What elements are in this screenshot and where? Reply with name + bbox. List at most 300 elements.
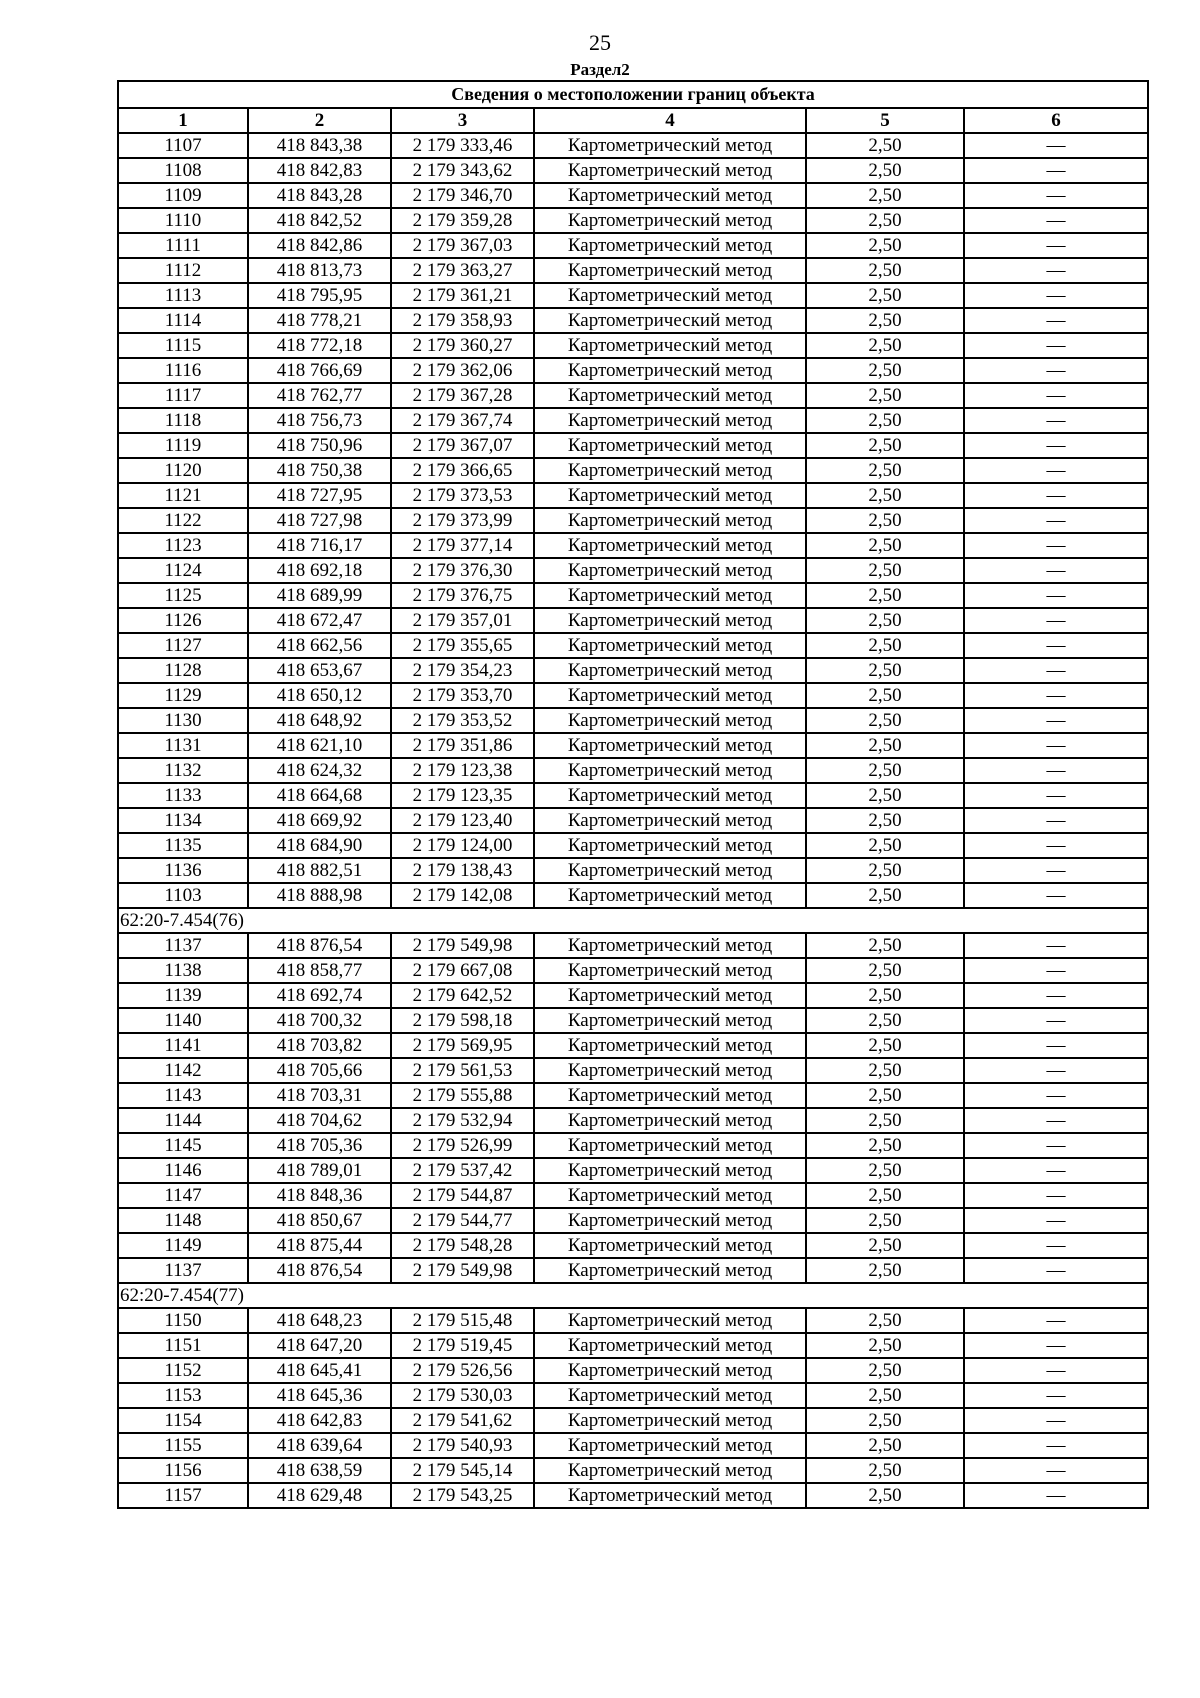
point-number-cell: 1121 [118,483,248,508]
x-coordinate-cell: 418 669,92 [248,808,391,833]
x-coordinate-cell: 418 795,95 [248,283,391,308]
accuracy-cell: 2,50 [806,733,964,758]
x-coordinate-cell: 418 703,82 [248,1033,391,1058]
x-coordinate-cell: 418 639,64 [248,1433,391,1458]
accuracy-cell: 2,50 [806,258,964,283]
method-cell: Картометрический метод [534,708,806,733]
point-number-cell: 1114 [118,308,248,333]
accuracy-cell: 2,50 [806,758,964,783]
accuracy-cell: 2,50 [806,233,964,258]
description-cell: — [964,308,1148,333]
method-cell: Картометрический метод [534,758,806,783]
x-coordinate-cell: 418 716,17 [248,533,391,558]
table-row [118,1208,1148,1233]
table-row [118,133,1148,158]
point-number-cell: 1154 [118,1408,248,1433]
table-row [118,1433,1148,1458]
method-cell: Картометрический метод [534,558,806,583]
table-row [118,1358,1148,1383]
table-row [118,633,1148,658]
description-cell: — [964,433,1148,458]
table-row [118,1308,1148,1333]
point-number-cell: 1141 [118,1033,248,1058]
accuracy-cell: 2,50 [806,1233,964,1258]
method-cell: Картометрический метод [534,408,806,433]
description-cell: — [964,508,1148,533]
table-row [118,233,1148,258]
point-number-cell: 1138 [118,958,248,983]
table-title: Сведения о местоположении границ объекта [118,81,1148,108]
x-coordinate-cell: 418 842,86 [248,233,391,258]
description-cell: — [964,1333,1148,1358]
y-coordinate-cell: 2 179 367,74 [391,408,534,433]
method-cell: Картометрический метод [534,208,806,233]
x-coordinate-cell: 418 727,95 [248,483,391,508]
x-coordinate-cell: 418 700,32 [248,1008,391,1033]
description-cell: — [964,883,1148,908]
method-cell: Картометрический метод [534,858,806,883]
point-number-cell: 1113 [118,283,248,308]
method-cell: Картометрический метод [534,158,806,183]
accuracy-cell: 2,50 [806,133,964,158]
x-coordinate-cell: 418 850,67 [248,1208,391,1233]
accuracy-cell: 2,50 [806,458,964,483]
method-cell: Картометрический метод [534,583,806,608]
x-coordinate-cell: 418 692,74 [248,983,391,1008]
table-row [118,1058,1148,1083]
point-number-cell: 1142 [118,1058,248,1083]
accuracy-cell: 2,50 [806,1433,964,1458]
y-coordinate-cell: 2 179 544,77 [391,1208,534,1233]
method-cell: Картометрический метод [534,833,806,858]
table-title-row [118,81,1148,108]
table-row [118,658,1148,683]
y-coordinate-cell: 2 179 351,86 [391,733,534,758]
table-row [118,608,1148,633]
description-cell: — [964,383,1148,408]
point-number-cell: 1157 [118,1483,248,1508]
column-header-1: 1 [118,108,248,133]
table-row [118,308,1148,333]
table-row [118,758,1148,783]
x-coordinate-cell: 418 888,98 [248,883,391,908]
group-label: 62:20-7.454(76) [118,908,1148,933]
method-cell: Картометрический метод [534,983,806,1008]
y-coordinate-cell: 2 179 376,75 [391,583,534,608]
description-cell: — [964,1383,1148,1408]
x-coordinate-cell: 418 778,21 [248,308,391,333]
accuracy-cell: 2,50 [806,383,964,408]
y-coordinate-cell: 2 179 366,65 [391,458,534,483]
method-cell: Картометрический метод [534,1358,806,1383]
group-label: 62:20-7.454(77) [118,1283,1148,1308]
point-number-cell: 1147 [118,1183,248,1208]
point-number-cell: 1111 [118,233,248,258]
point-number-cell: 1136 [118,858,248,883]
description-cell: — [964,733,1148,758]
point-number-cell: 1151 [118,1333,248,1358]
accuracy-cell: 2,50 [806,1408,964,1433]
x-coordinate-cell: 418 647,20 [248,1333,391,1358]
accuracy-cell: 2,50 [806,533,964,558]
point-number-cell: 1132 [118,758,248,783]
method-cell: Картометрический метод [534,133,806,158]
accuracy-cell: 2,50 [806,283,964,308]
description-cell: — [964,1483,1148,1508]
y-coordinate-cell: 2 179 138,43 [391,858,534,883]
point-number-cell: 1120 [118,458,248,483]
table-row [118,1383,1148,1408]
method-cell: Картометрический метод [534,1183,806,1208]
point-number-cell: 1127 [118,633,248,658]
method-cell: Картометрический метод [534,1233,806,1258]
table-row [118,408,1148,433]
point-number-cell: 1126 [118,608,248,633]
method-cell: Картометрический метод [534,1033,806,1058]
x-coordinate-cell: 418 750,96 [248,433,391,458]
accuracy-cell: 2,50 [806,1158,964,1183]
description-cell: — [964,683,1148,708]
point-number-cell: 1143 [118,1083,248,1108]
point-number-cell: 1144 [118,1108,248,1133]
y-coordinate-cell: 2 179 526,99 [391,1133,534,1158]
x-coordinate-cell: 418 648,92 [248,708,391,733]
table-row [118,1233,1148,1258]
column-header-5: 5 [806,108,964,133]
table-row [118,983,1148,1008]
table-row [118,458,1148,483]
description-cell: — [964,233,1148,258]
table-row [118,333,1148,358]
accuracy-cell: 2,50 [806,633,964,658]
point-number-cell: 1116 [118,358,248,383]
method-cell: Картометрический метод [534,1483,806,1508]
description-cell: — [964,758,1148,783]
method-cell: Картометрический метод [534,958,806,983]
method-cell: Картометрический метод [534,1058,806,1083]
point-number-cell: 1130 [118,708,248,733]
method-cell: Картометрический метод [534,658,806,683]
accuracy-cell: 2,50 [806,583,964,608]
point-number-cell: 1109 [118,183,248,208]
x-coordinate-cell: 418 692,18 [248,558,391,583]
table-row [118,858,1148,883]
method-cell: Картометрический метод [534,1108,806,1133]
y-coordinate-cell: 2 179 540,93 [391,1433,534,1458]
description-cell: — [964,783,1148,808]
point-number-cell: 1135 [118,833,248,858]
point-number-cell: 1155 [118,1433,248,1458]
x-coordinate-cell: 418 664,68 [248,783,391,808]
y-coordinate-cell: 2 179 555,88 [391,1083,534,1108]
page-number: 25 [589,30,611,55]
accuracy-cell: 2,50 [806,708,964,733]
accuracy-cell: 2,50 [806,1108,964,1133]
description-cell: — [964,458,1148,483]
x-coordinate-cell: 418 629,48 [248,1483,391,1508]
method-cell: Картометрический метод [534,733,806,758]
description-cell: — [964,133,1148,158]
method-cell: Картометрический метод [534,433,806,458]
method-cell: Картометрический метод [534,1308,806,1333]
y-coordinate-cell: 2 179 373,99 [391,508,534,533]
x-coordinate-cell: 418 684,90 [248,833,391,858]
table-row [118,258,1148,283]
x-coordinate-cell: 418 672,47 [248,608,391,633]
x-coordinate-cell: 418 703,31 [248,1083,391,1108]
accuracy-cell: 2,50 [806,833,964,858]
x-coordinate-cell: 418 842,52 [248,208,391,233]
method-cell: Картометрический метод [534,1008,806,1033]
accuracy-cell: 2,50 [806,1008,964,1033]
description-cell: — [964,1408,1148,1433]
description-cell: — [964,633,1148,658]
description-cell: — [964,333,1148,358]
x-coordinate-cell: 418 762,77 [248,383,391,408]
y-coordinate-cell: 2 179 598,18 [391,1008,534,1033]
accuracy-cell: 2,50 [806,558,964,583]
description-cell: — [964,933,1148,958]
accuracy-cell: 2,50 [806,1383,964,1408]
accuracy-cell: 2,50 [806,1083,964,1108]
table-row [118,1183,1148,1208]
accuracy-cell: 2,50 [806,1358,964,1383]
y-coordinate-cell: 2 179 367,07 [391,433,534,458]
x-coordinate-cell: 418 645,36 [248,1383,391,1408]
table-row [118,733,1148,758]
column-header-4: 4 [534,108,806,133]
accuracy-cell: 2,50 [806,1033,964,1058]
table-row [118,583,1148,608]
accuracy-cell: 2,50 [806,358,964,383]
method-cell: Картометрический метод [534,1433,806,1458]
y-coordinate-cell: 2 179 361,21 [391,283,534,308]
table-row [118,483,1148,508]
y-coordinate-cell: 2 179 333,46 [391,133,534,158]
point-number-cell: 1140 [118,1008,248,1033]
description-cell: — [964,1233,1148,1258]
method-cell: Картометрический метод [534,1258,806,1283]
accuracy-cell: 2,50 [806,1458,964,1483]
description-cell: — [964,208,1148,233]
description-cell: — [964,483,1148,508]
description-cell: — [964,1083,1148,1108]
description-cell: — [964,358,1148,383]
point-number-cell: 1149 [118,1233,248,1258]
table-row [118,1333,1148,1358]
x-coordinate-cell: 418 848,36 [248,1183,391,1208]
point-number-cell: 1124 [118,558,248,583]
x-coordinate-cell: 418 876,54 [248,1258,391,1283]
x-coordinate-cell: 418 650,12 [248,683,391,708]
x-coordinate-cell: 418 638,59 [248,1458,391,1483]
method-cell: Картометрический метод [534,683,806,708]
x-coordinate-cell: 418 843,38 [248,133,391,158]
x-coordinate-cell: 418 642,83 [248,1408,391,1433]
table-row [118,558,1148,583]
y-coordinate-cell: 2 179 346,70 [391,183,534,208]
description-cell: — [964,1033,1148,1058]
accuracy-cell: 2,50 [806,183,964,208]
description-cell: — [964,1308,1148,1333]
point-number-cell: 1128 [118,658,248,683]
y-coordinate-cell: 2 179 123,38 [391,758,534,783]
y-coordinate-cell: 2 179 537,42 [391,1158,534,1183]
accuracy-cell: 2,50 [806,983,964,1008]
y-coordinate-cell: 2 179 642,52 [391,983,534,1008]
x-coordinate-cell: 418 750,38 [248,458,391,483]
description-cell: — [964,1133,1148,1158]
point-number-cell: 1153 [118,1383,248,1408]
y-coordinate-cell: 2 179 519,45 [391,1333,534,1358]
accuracy-cell: 2,50 [806,1183,964,1208]
boundary-coordinates-table [117,80,1149,1509]
x-coordinate-cell: 418 876,54 [248,933,391,958]
point-number-cell: 1137 [118,933,248,958]
point-number-cell: 1118 [118,408,248,433]
y-coordinate-cell: 2 179 515,48 [391,1308,534,1333]
x-coordinate-cell: 418 727,98 [248,508,391,533]
method-cell: Картометрический метод [534,258,806,283]
point-number-cell: 1137 [118,1258,248,1283]
point-number-cell: 1122 [118,508,248,533]
description-cell: — [964,858,1148,883]
point-number-cell: 1110 [118,208,248,233]
point-number-cell: 1156 [118,1458,248,1483]
point-number-cell: 1146 [118,1158,248,1183]
method-cell: Картометрический метод [534,808,806,833]
table-row [118,1408,1148,1433]
table-row [118,508,1148,533]
x-coordinate-cell: 418 789,01 [248,1158,391,1183]
method-cell: Картометрический метод [534,333,806,358]
accuracy-cell: 2,50 [806,1258,964,1283]
y-coordinate-cell: 2 179 367,03 [391,233,534,258]
x-coordinate-cell: 418 772,18 [248,333,391,358]
column-header-2: 2 [248,108,391,133]
y-coordinate-cell: 2 179 532,94 [391,1108,534,1133]
table-row [118,358,1148,383]
accuracy-cell: 2,50 [806,958,964,983]
accuracy-cell: 2,50 [806,683,964,708]
x-coordinate-cell: 418 689,99 [248,583,391,608]
method-cell: Картометрический метод [534,1408,806,1433]
accuracy-cell: 2,50 [806,158,964,183]
table-row [118,808,1148,833]
x-coordinate-cell: 418 842,83 [248,158,391,183]
method-cell: Картометрический метод [534,1083,806,1108]
table-row [118,1158,1148,1183]
table-header-row [118,108,1148,133]
accuracy-cell: 2,50 [806,933,964,958]
x-coordinate-cell: 418 882,51 [248,858,391,883]
group-label-row [118,908,1148,933]
accuracy-cell: 2,50 [806,333,964,358]
column-header-3: 3 [391,108,534,133]
table-row [118,958,1148,983]
point-number-cell: 1115 [118,333,248,358]
method-cell: Картометрический метод [534,1133,806,1158]
description-cell: — [964,708,1148,733]
x-coordinate-cell: 418 843,28 [248,183,391,208]
point-number-cell: 1123 [118,533,248,558]
accuracy-cell: 2,50 [806,1483,964,1508]
description-cell: — [964,983,1148,1008]
table-row [118,533,1148,558]
method-cell: Картометрический метод [534,608,806,633]
description-cell: — [964,158,1148,183]
description-cell: — [964,958,1148,983]
x-coordinate-cell: 418 704,62 [248,1108,391,1133]
description-cell: — [964,1433,1148,1458]
accuracy-cell: 2,50 [806,658,964,683]
description-cell: — [964,1108,1148,1133]
y-coordinate-cell: 2 179 376,30 [391,558,534,583]
column-header-6: 6 [964,108,1148,133]
point-number-cell: 1150 [118,1308,248,1333]
section-title: Раздел2 [570,60,630,79]
x-coordinate-cell: 418 875,44 [248,1233,391,1258]
description-cell: — [964,408,1148,433]
description-cell: — [964,608,1148,633]
method-cell: Картометрический метод [534,508,806,533]
method-cell: Картометрический метод [534,483,806,508]
description-cell: — [964,533,1148,558]
accuracy-cell: 2,50 [806,808,964,833]
y-coordinate-cell: 2 179 530,03 [391,1383,534,1408]
y-coordinate-cell: 2 179 123,35 [391,783,534,808]
description-cell: — [964,1208,1148,1233]
y-coordinate-cell: 2 179 354,23 [391,658,534,683]
accuracy-cell: 2,50 [806,308,964,333]
table-row [118,708,1148,733]
y-coordinate-cell: 2 179 667,08 [391,958,534,983]
group-label-row [118,1283,1148,1308]
y-coordinate-cell: 2 179 359,28 [391,208,534,233]
description-cell: — [964,1058,1148,1083]
accuracy-cell: 2,50 [806,1333,964,1358]
table-row [118,158,1148,183]
method-cell: Картометрический метод [534,383,806,408]
x-coordinate-cell: 418 621,10 [248,733,391,758]
point-number-cell: 1108 [118,158,248,183]
description-cell: — [964,1258,1148,1283]
x-coordinate-cell: 418 645,41 [248,1358,391,1383]
accuracy-cell: 2,50 [806,783,964,808]
method-cell: Картометрический метод [534,1208,806,1233]
accuracy-cell: 2,50 [806,433,964,458]
table-row [118,1008,1148,1033]
method-cell: Картометрический метод [534,1158,806,1183]
x-coordinate-cell: 418 662,56 [248,633,391,658]
accuracy-cell: 2,50 [806,858,964,883]
y-coordinate-cell: 2 179 561,53 [391,1058,534,1083]
accuracy-cell: 2,50 [806,1308,964,1333]
point-number-cell: 1134 [118,808,248,833]
y-coordinate-cell: 2 179 549,98 [391,933,534,958]
y-coordinate-cell: 2 179 353,52 [391,708,534,733]
method-cell: Картометрический метод [534,883,806,908]
x-coordinate-cell: 418 705,66 [248,1058,391,1083]
y-coordinate-cell: 2 179 549,98 [391,1258,534,1283]
description-cell: — [964,833,1148,858]
y-coordinate-cell: 2 179 142,08 [391,883,534,908]
table-row [118,208,1148,233]
table-row [118,1033,1148,1058]
description-cell: — [964,183,1148,208]
y-coordinate-cell: 2 179 541,62 [391,1408,534,1433]
y-coordinate-cell: 2 179 355,65 [391,633,534,658]
